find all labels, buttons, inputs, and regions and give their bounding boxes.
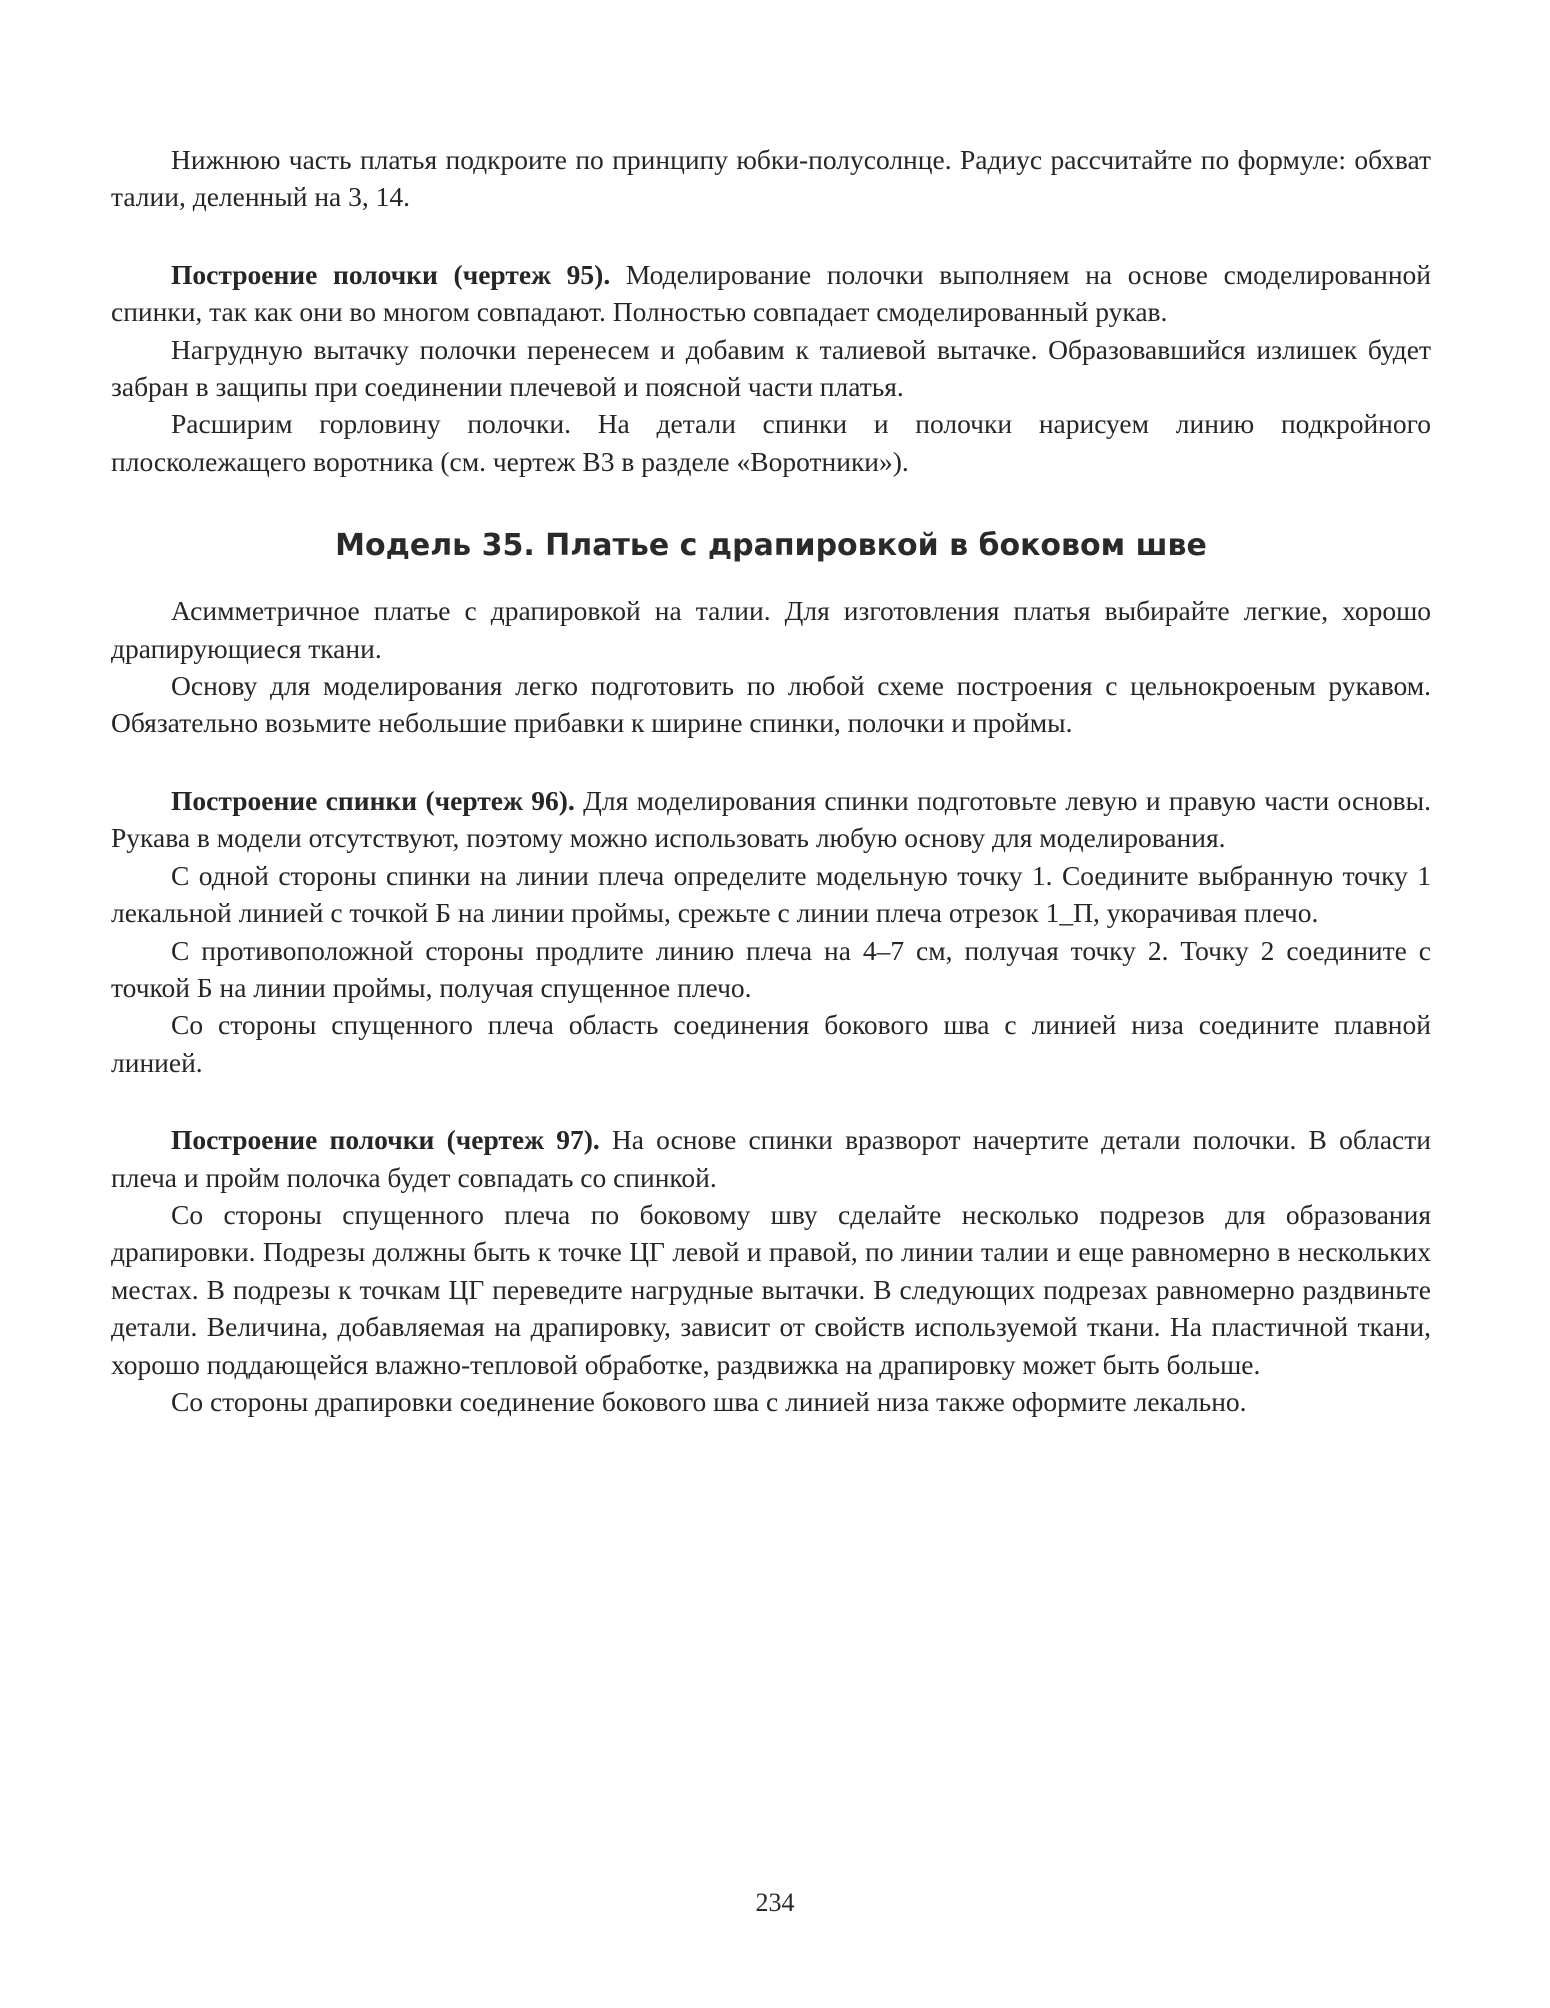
- front-95-paragraph-2: Нагрудную вытачку полочки перенесем и добавим к талиевой вытачке. Образовавшийся излишек будет забран в защипы при соединении плечевой и поясной части платья.: [111, 333, 1431, 403]
- front-97-paragraph-2: Со стороны спущенного плеча по боковому шву сделайте несколько подрезов для образования драпировки. Подрезы должны быть к точке ЦГ левой и правой, по линии талии и еще равномерно в нескольких местах. В подрезы к точкам ЦГ переведите нагрудные вытачки. В следующих подрезах равномерно раздвиньте детали. Величина, добавляемая на драпировку, зависит от свойств используемой ткани. На пластичной ткани, хорошо поддающейся влажно-тепловой обработке, раздвижка на драпировку может быть больше.: [111, 1198, 1431, 1380]
- paragraph-gap: [111, 216, 1431, 256]
- intro-paragraph: Нижнюю часть платья подкроите по принципу юбки-полусолнце. Радиус рассчитайте по формуле: обхват талии, деленный на 3, 14.: [111, 144, 1431, 213]
- page-body: [111, 141, 1431, 1420]
- front-97-paragraph: [111, 1121, 1431, 1196]
- model-35-paragraph-1: Асимметричное платье с драпировкой на талии. Для изготовления платья выбирайте легкие, хорошо драпирующиеся ткани.: [111, 595, 1431, 664]
- front-95-text: Моделирование полочки выполняем на основе смоделированной спинки, так как они во многом совпадают. Полностью совпадает смоделированный рукав.: [111, 258, 1431, 328]
- page-number: 234: [755, 1888, 795, 1917]
- front-95-lead: Построение полочки (чертеж 95).: [171, 258, 611, 290]
- back-96-paragraph: [111, 782, 1431, 857]
- front-95-paragraph: [111, 256, 1431, 331]
- model-35-paragraph-2: Основу для моделирования легко подготовить по любой схеме построения с цельнокроеным рукавом. Обязательно возьмите небольшие прибавки к ширине спинки, полочки и проймы.: [111, 670, 1431, 739]
- front-97-paragraph-3: Со стороны драпировки соединение бокового шва с линией низа также оформите лекально.: [171, 1385, 1247, 1417]
- front-95-paragraph-3: Расширим горловину полочки. На детали спинки и полочки нарисуем линию подкройного плосколежащего воротника (см. чертеж В3 в разделе «Воротники»).: [111, 408, 1431, 477]
- back-96-paragraph-3: С противоположной стороны продлите линию плеча на 4–7 см, получая точку 2. Точку 2 соедините с точкой Б на линии проймы, получая спущенное плечо.: [111, 934, 1431, 1003]
- back-96-paragraph-2: С одной стороны спинки на линии плеча определите модельную точку 1. Соедините выбранную точку 1 лекальной линией с точкой Б на линии проймы, срежьте с линии плеча отрезок 1_П, укорачивая плечо.: [111, 859, 1431, 929]
- front-97-lead: Построение полочки (чертеж 97).: [171, 1124, 600, 1156]
- model-35-heading: Модель 35. Платье с драпировкой в боковом шве: [335, 528, 1207, 564]
- paragraph-gap: [111, 742, 1431, 782]
- front-97-text: На основе спинки вразворот начертите детали полочки. В области плеча и пройм полочка будет совпадать со спинкой.: [111, 1124, 1431, 1193]
- back-96-text: Для моделирования спинки подготовьте левую и правую части основы. Рукава в модели отсутствуют, поэтому можно использовать любую основу для моделирования.: [111, 784, 1431, 854]
- back-96-lead: Построение спинки (чертеж 96).: [171, 784, 575, 816]
- back-96-paragraph-4: Со стороны спущенного плеча область соединения бокового шва с линией низа соедините плавной линией.: [111, 1009, 1431, 1078]
- paragraph-gap: [111, 1081, 1431, 1121]
